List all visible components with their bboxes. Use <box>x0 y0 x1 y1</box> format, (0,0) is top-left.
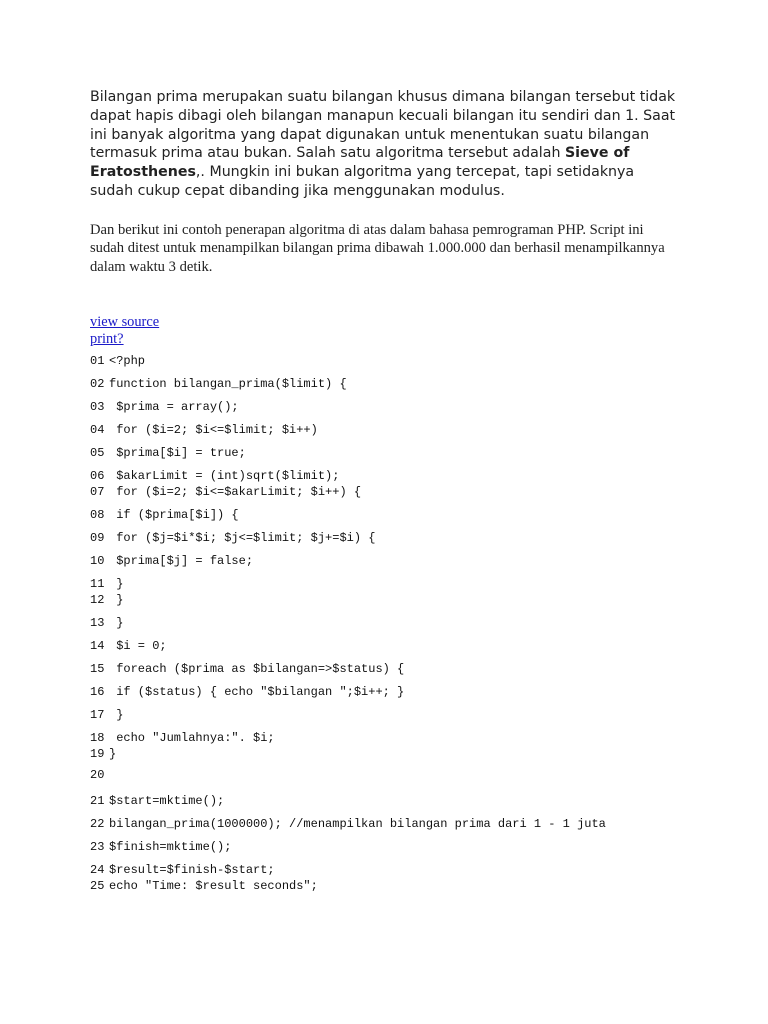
intro-paragraph <box>90 88 680 201</box>
print-link[interactable]: print? <box>90 331 124 348</box>
line-number: 08 <box>90 507 105 522</box>
code-line <box>90 793 680 809</box>
code-line <box>90 638 680 654</box>
line-number: 20 <box>90 767 105 782</box>
code-line <box>90 445 680 461</box>
code-text: for ($i=2; $i<=$limit; $i++) <box>109 422 318 437</box>
code-line <box>90 661 680 677</box>
code-text: } <box>109 707 124 722</box>
line-number: 03 <box>90 399 105 414</box>
line-number: 19 <box>90 746 105 761</box>
description-paragraph: Dan berikut ini contoh penerapan algoritma di atas dalam bahasa pemrograman PHP. Script ini sudah ditest untuk menampilkan bilangan prima dibawah 1.000.000 dan berhasil menampilkannya dalam waktu 3 detik. <box>90 221 665 275</box>
code-text: $result=$finish-$start; <box>109 862 275 877</box>
code-text: $prima = array(); <box>109 399 239 414</box>
code-text: $prima[$i] = true; <box>109 445 246 460</box>
code-text: if ($status) { echo "$bilangan ";$i++; } <box>109 684 405 699</box>
line-number: 07 <box>90 484 105 499</box>
code-line <box>90 507 680 523</box>
code-text: $start=mktime(); <box>109 793 225 808</box>
line-number: 10 <box>90 553 105 568</box>
code-line <box>90 816 680 832</box>
code-block <box>90 353 680 894</box>
code-text: } <box>109 592 124 607</box>
line-number: 11 <box>90 576 105 591</box>
line-number: 02 <box>90 376 105 391</box>
code-text: <?php <box>109 353 146 368</box>
code-line <box>90 530 680 546</box>
code-text: function bilangan_prima($limit) { <box>109 376 347 391</box>
line-number: 05 <box>90 445 105 460</box>
line-number: 16 <box>90 684 105 699</box>
line-number: 04 <box>90 422 105 437</box>
code-line <box>90 576 680 592</box>
code-line <box>90 839 680 855</box>
code-line <box>90 707 680 723</box>
code-line <box>90 684 680 700</box>
code-line <box>90 399 680 415</box>
code-line <box>90 878 680 894</box>
line-number: 21 <box>90 793 105 808</box>
line-number: 09 <box>90 530 105 545</box>
line-number: 06 <box>90 468 105 483</box>
code-text: foreach ($prima as $bilangan=>$status) { <box>109 661 405 676</box>
line-number: 12 <box>90 592 105 607</box>
code-line <box>90 468 680 484</box>
code-line <box>90 592 680 608</box>
line-number: 22 <box>90 816 105 831</box>
code-text: for ($j=$i*$i; $j<=$limit; $j+=$i) { <box>109 530 376 545</box>
code-line <box>90 862 680 878</box>
line-number: 01 <box>90 353 105 368</box>
line-number: 23 <box>90 839 105 854</box>
code-text: echo "Time: $result seconds"; <box>109 878 318 893</box>
view-source-link[interactable]: view source <box>90 313 160 330</box>
intro-text-end: ,. Mungkin ini bukan algoritma yang tercepat, tapi setidaknya sudah cukup cepat dibanding jika menggunakan modulus. <box>90 164 635 199</box>
code-text: if ($prima[$i]) { <box>109 507 239 522</box>
code-text: $i = 0; <box>109 638 167 653</box>
line-number: 14 <box>90 638 105 653</box>
code-text: } <box>109 615 124 630</box>
code-toolbar <box>90 314 680 349</box>
algorithm-name: Sieve of Eratosthenes <box>90 145 630 181</box>
code-text: $prima[$j] = false; <box>109 553 254 568</box>
code-line <box>90 730 680 746</box>
line-number: 18 <box>90 730 105 745</box>
line-number: 13 <box>90 615 105 630</box>
code-line <box>90 484 680 500</box>
intro-text-start: Bilangan prima merupakan suatu bilangan khusus dimana bilangan tersebut tidak dapat hapis dibagi oleh bilangan manapun kecuali bilangan itu sendiri dan 1. Saat ini banyak algoritma yang dapat digunakan untuk menentukan suatu bilangan termasuk prima atau bukan. Salah satu algoritma tersebut adalah <box>90 89 676 162</box>
article <box>90 88 680 894</box>
code-line <box>90 376 680 392</box>
code-text: } <box>109 576 124 591</box>
code-text: for ($i=2; $i<=$akarLimit; $i++) { <box>109 484 362 499</box>
code-line <box>90 553 680 569</box>
line-number: 15 <box>90 661 105 676</box>
code-text: } <box>109 746 117 761</box>
code-line <box>90 353 680 369</box>
code-text: echo "Jumlahnya:". $i; <box>109 730 275 745</box>
code-line <box>90 615 680 631</box>
code-text: $akarLimit = (int)sqrt($limit); <box>109 468 340 483</box>
code-line <box>90 422 680 438</box>
line-number: 24 <box>90 862 105 877</box>
code-text: bilangan_prima(1000000); //menampilkan bilangan prima dari 1 - 1 juta <box>109 816 606 831</box>
code-line <box>90 746 680 762</box>
line-number: 25 <box>90 878 105 893</box>
line-number: 17 <box>90 707 105 722</box>
code-text: $finish=mktime(); <box>109 839 232 854</box>
code-line <box>90 767 680 783</box>
